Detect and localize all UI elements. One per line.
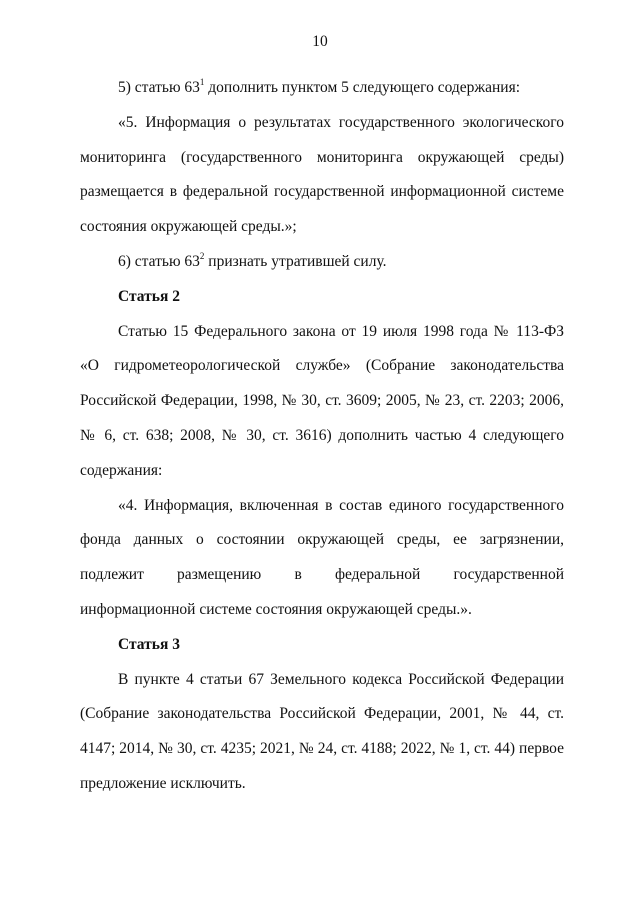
page-number: 10 xyxy=(312,33,328,50)
article-3-text: В пункте 4 статьи 67 Земельного кодекса Российской Федерации (Собрание законодательства Российской Федерации, 2001, № 44, ст. 4147; 2014, № 30, ст. 4235; 2021, № 24, ст. 4188; 2022, № 1, ст. 44) первое предложение исключить. xyxy=(80,670,564,792)
article-2-quote: «4. Информация, включенная в состав единого государственного фонда данных о состоянии окружающей среды, ее загрязнении, подлежит размещению в федеральной государственной информационной системе состояния окружающей среды.». xyxy=(80,496,564,618)
item-6-paragraph xyxy=(80,245,564,280)
item-6-text-before: 6) статью 63 xyxy=(118,252,200,270)
item-5-text-after: дополнить пунктом 5 следующего содержания: xyxy=(204,79,521,96)
article-3-heading: Статья 3 xyxy=(118,635,180,653)
item-6-text-after: признать утратившей силу. xyxy=(204,252,387,270)
article-2-text: Статью 15 Федерального закона от 19 июля 1998 года № 113-ФЗ «О гидрометеорологической службе» (Собрание законодательства Российской Федерации, 1998, № 30, ст. 3609; 2005, № 23, ст. 2203; 2006, № 6, ст. 638; 2008, № 30, ст. 3616) дополнить частью 4 следующего содержания: xyxy=(80,322,564,479)
article-2-heading: Статья 2 xyxy=(118,287,180,305)
item-6-superscript: 2 xyxy=(199,250,205,261)
item-5-text-before: 5) статью 63 xyxy=(118,79,200,96)
item-5-paragraph xyxy=(80,71,564,106)
document-body xyxy=(80,71,564,802)
item-5-quote: «5. Информация о результатах государственного экологического мониторинга (государственного мониторинга окружающей среды) размещается в федеральной государственной информационной системе состояния окружающей среды.»; xyxy=(80,113,564,236)
item-5-superscript: 1 xyxy=(199,76,205,87)
